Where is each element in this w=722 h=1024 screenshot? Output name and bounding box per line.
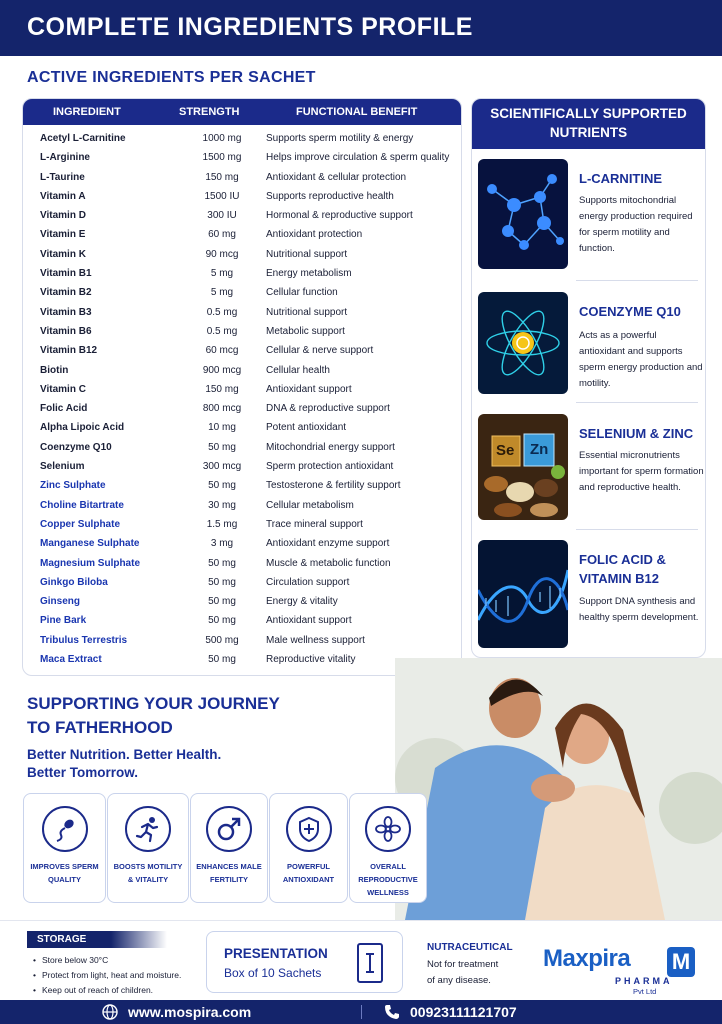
footer-divider [361,1005,362,1019]
table-row [23,380,461,399]
table-row [23,264,461,283]
strength-cell: 50 mg [208,557,236,569]
table-row [23,611,461,630]
nutrient-title: SELENIUM & ZINC [579,426,694,441]
benefit-cell: Antioxidant protection [266,229,363,241]
page-title: COMPLETE INGREDIENTS PROFILE [27,13,473,41]
benefit-cell: Energy metabolism [266,268,352,280]
table-row [23,283,461,302]
website-link[interactable]: www.mospira.com [128,1004,252,1020]
benefit-cell: Antioxidant & cellular protection [266,171,407,183]
benefit-cell: Cellular metabolism [266,499,354,511]
table-body [23,129,461,669]
ingredient-cell: Vitamin A [40,190,86,202]
benefit-cell: Sperm protection antioxidant [266,461,394,473]
storage-label: STORAGE [27,931,167,948]
ingredient-cell: Selenium [40,461,85,473]
nutrient-title: FOLIC ACID & VITAMIN B12 [579,552,666,586]
nutraceutical-text [427,957,513,989]
feature-label: POWERFUL ANTIOXIDANT [282,862,335,884]
benefit-cell: Supports sperm motility & energy [266,133,414,144]
table-row [23,341,461,360]
table-row [23,496,461,515]
strength-cell: 300 IU [207,210,237,222]
table-row [23,515,461,534]
strength-cell: 50 mg [208,576,236,588]
header-bar [0,0,722,56]
benefit-cell: Cellular function [266,287,338,299]
feature-label: BOOSTS MOTILITY & VITALITY [113,862,183,884]
ingredient-cell: Biotin [40,364,69,376]
presentation-box [206,931,403,993]
nutrient-title: L-CARNITINE [579,171,663,186]
journey-heading-line2: TO FATHERHOOD [27,718,173,737]
nutrient-card-selenium-zinc [478,414,703,520]
nuts-minerals-image [478,414,568,520]
table-row [23,206,461,225]
storage-list [33,953,181,998]
ingredient-cell: Vitamin B2 [40,287,92,299]
benefit-cell: Supports reproductive health [266,190,394,202]
flower-icon [365,806,411,852]
nutraceutical-title: NUTRACEUTICAL [427,942,513,953]
atom-image [478,292,568,394]
table-row [23,322,461,341]
tagline-line1: Better Nutrition. Better Health. [27,747,222,762]
table-row [23,554,461,573]
strength-cell: 1000 mg [202,133,242,144]
benefit-cell: Antioxidant support [266,383,352,395]
benefit-cell: DNA & reproductive support [266,403,390,415]
storage-item: • Store below 30°C [33,953,181,968]
strength-cell: 0.5 mg [206,325,238,337]
ingredient-cell: Vitamin C [40,383,86,395]
nutraceutical-line2: of any disease. [427,975,491,986]
strength-cell: 90 mcg [205,248,239,260]
phone-number[interactable]: 00923111121707 [410,1004,517,1020]
strength-cell: 800 mcg [202,403,242,415]
feature-label: ENHANCES MALE FERTILITY [196,862,262,884]
benefit-cell: Nutritional support [266,306,348,318]
nutrient-text: Supports mitochondrial energy production required for sperm motility and function. [579,195,693,254]
nutrient-text: Acts as a powerful antioxidant and supports sperm energy production and motility. [579,330,703,389]
molecule-image [478,159,568,269]
strength-cell: 50 mg [208,441,236,453]
strength-cell: 300 mcg [202,461,242,473]
storage-item: • Protect from light, heat and moisture. [33,968,181,983]
ingredient-cell: Vitamin B6 [40,325,92,337]
strength-cell: 10 mg [208,422,236,434]
ingredient-cell: Vitamin B3 [40,306,92,318]
strength-cell: 60 mg [208,229,236,241]
table-row [23,245,461,264]
benefit-cell: Muscle & metabolic function [266,557,391,569]
footer-bar [0,1000,722,1024]
tagline [27,746,221,782]
strength-cell: 5 mg [210,268,234,280]
nutraceutical-note [427,942,513,989]
benefit-cell: Hormonal & reproductive support [266,210,413,222]
feature-label: OVERALL REPRODUCTIVE WELLNESS [358,862,418,897]
ingredient-cell: Magnesium Sulphate [40,557,141,569]
strength-cell: 60 mcg [205,345,239,357]
brand-name: Maxpira [543,945,631,972]
nutrient-text: Essential micronutrients important for sperm formation and reproductive health. [579,450,704,493]
section-title: ACTIVE INGREDIENTS PER SACHET [27,69,316,86]
dna-image [478,540,568,648]
strength-cell: 50 mg [208,596,236,608]
nutrient-card-l-carnitine [478,159,703,271]
feature-powerful-antioxidant [269,793,348,903]
presentation-text: Box of 10 Sachets [224,966,322,980]
table-row [23,399,461,418]
strength-cell: 1.5 mg [206,518,238,530]
zn-tile-label: Zn [530,441,549,458]
ingredient-cell: Vitamin K [40,248,86,260]
table-row [23,225,461,244]
benefit-cell: Reproductive vitality [266,654,356,666]
sperm-icon [42,806,88,852]
benefit-cell: Cellular health [266,364,330,376]
table-row [23,168,461,187]
strength-cell: 1500 mg [202,152,242,164]
strength-cell: 150 mg [205,383,239,395]
storage-item: • Keep out of reach of children. [33,983,181,998]
feature-boosts-motility [107,793,189,903]
table-row [23,303,461,322]
strength-cell: 150 mg [205,171,239,183]
benefit-cell: Metabolic support [266,325,345,337]
header-ingredient: INGREDIENT [53,106,121,118]
benefit-cell: Nutritional support [266,248,348,260]
table-row [23,457,461,476]
ingredient-cell: Vitamin E [40,229,86,241]
header-benefit: FUNCTIONAL BENEFIT [296,106,418,118]
male-symbol-icon [206,806,252,852]
strength-cell: 50 mg [208,615,236,627]
strength-cell: 500 mg [205,634,239,646]
tagline-line2: Better Tomorrow. [27,765,139,780]
strength-cell: 50 mg [208,480,236,492]
brand-logo [543,945,703,995]
runner-icon [125,806,171,852]
feature-label: IMPROVES SPERM QUALITY [30,862,99,884]
ingredient-cell: Choline Bitartrate [40,499,124,511]
nutrients-panel [471,98,706,658]
se-tile-label: Se [496,442,515,459]
strength-cell: 50 mg [208,654,236,666]
benefit-cell: Helps improve circulation & sperm quality [266,152,450,164]
benefit-cell: Male wellness support [266,634,365,646]
strength-cell: 5 mg [210,287,234,299]
benefit-cell: Antioxidant enzyme support [266,538,390,550]
ingredient-cell: Copper Sulphate [40,518,121,530]
journey-heading [27,692,280,740]
table-row [23,534,461,553]
ingredient-cell: Zinc Sulphate [40,480,106,492]
table-row [23,573,461,592]
ingredients-table [22,98,462,676]
ingredient-cell: Pine Bark [40,615,87,627]
brand-mark: M [667,947,695,977]
benefit-cell: Potent antioxidant [266,422,347,434]
table-header [23,99,461,125]
brand-sub2: Pvt Ltd [633,987,657,996]
strength-cell: 1500 IU [204,190,240,202]
divider [576,280,698,281]
table-row [23,592,461,611]
table-row [23,187,461,206]
benefit-cell: Trace mineral support [266,518,363,530]
table-row [23,148,461,167]
table-row [23,438,461,457]
ingredient-cell: Vitamin D [40,210,86,222]
table-row [23,129,461,148]
shield-icon [286,806,332,852]
ingredient-cell: Alpha Lipoic Acid [40,422,125,434]
nutrient-text: Support DNA synthesis and healthy sperm development. [579,596,699,623]
feature-improves-sperm-quality [23,793,106,903]
feature-enhances-male-fertility [190,793,268,903]
ingredient-cell: Ginseng [40,596,81,608]
ingredient-cell: Vitamin B1 [40,268,92,280]
table-row [23,361,461,380]
journey-heading-line1: SUPPORTING YOUR JOURNEY [27,694,280,713]
globe-icon [102,1004,118,1020]
ingredient-cell: L-Arginine [40,152,90,164]
ingredient-cell: Ginkgo Biloba [40,576,108,588]
divider [576,402,698,403]
table-row [23,631,461,650]
ingredient-cell: Folic Acid [40,403,88,415]
benefit-cell: Energy & vitality [266,596,338,608]
presentation-title: PRESENTATION [224,946,328,961]
benefit-cell: Cellular & nerve support [266,345,374,357]
divider [576,529,698,530]
benefit-cell: Mitochondrial energy support [266,441,395,453]
ingredient-cell: L-Taurine [40,171,85,183]
phone-icon [384,1004,400,1020]
strength-cell: 3 mg [210,538,234,550]
feature-reproductive-wellness [349,793,427,903]
table-row [23,418,461,437]
nutrient-card-coenzyme-q10 [478,292,703,394]
benefit-cell: Testosterone & fertility support [266,480,401,492]
strength-cell: 30 mg [208,499,236,511]
ingredient-cell: Manganese Sulphate [40,538,140,550]
nutrient-title: COENZYME Q10 [579,304,681,319]
ingredient-cell: Vitamin B12 [40,345,98,357]
nutrients-panel-title: SCIENTIFICALLY SUPPORTED NUTRIENTS [472,99,705,149]
ingredient-cell: Tribulus Terrestris [40,634,128,646]
nutrient-card-folic-acid-b12 [478,540,703,648]
couple-photo [395,658,722,920]
ingredient-cell: Maca Extract [40,654,102,666]
ingredient-cell: Coenzyme Q10 [40,441,112,453]
ingredient-cell: Acetyl L-Carnitine [40,133,126,144]
header-strength: STRENGTH [179,106,240,118]
benefit-cell: Circulation support [266,576,350,588]
brand-sub: PHARMA [615,976,673,986]
nutraceutical-line1: Not for treatment [427,959,499,970]
benefit-cell: Antioxidant support [266,615,352,627]
strength-cell: 0.5 mg [206,306,238,318]
sachet-icon [357,943,383,983]
table-row [23,476,461,495]
strength-cell: 900 mcg [202,364,242,376]
